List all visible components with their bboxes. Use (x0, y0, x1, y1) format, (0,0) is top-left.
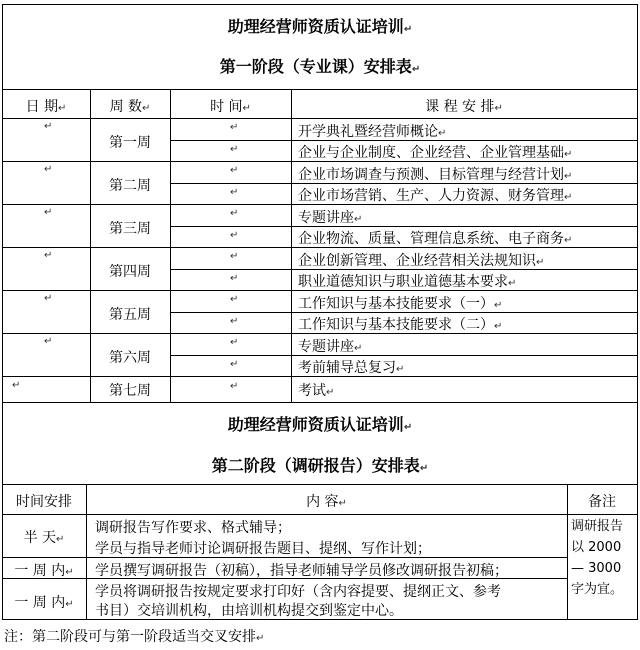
course-item: 专题讲座↵ (298, 210, 363, 226)
border-top (2, 4, 638, 5)
course-item: 企业市场营销、生产、人力资源、财务管理↵ (298, 188, 573, 204)
row-content-line: 学员与指导老师讨论调研报告题目、提纲、写作计划； (95, 541, 431, 557)
time-cell: ↵ (230, 294, 239, 305)
remark-line: — 3000 (571, 561, 622, 576)
row-content-line: 调研报告写作要求、格式辅导； (95, 520, 291, 536)
date-cell: ↵ (44, 250, 53, 261)
date-cell: ↵ (44, 336, 53, 347)
row-content-line: 书目）交培训机构，由培训机构提交到鉴定中心。 (95, 603, 403, 619)
course-item: 考试↵ (298, 383, 335, 399)
time-cell: ↵ (230, 316, 239, 327)
row-content-line: 学员撰写调研报告（初稿），指导老师辅导学员修改调研报告初稿； (95, 563, 508, 579)
course-item: 工作知识与基本技能要求（一）↵ (298, 296, 503, 312)
date-cell: ↵ (12, 380, 21, 391)
course-item: 企业市场调查与预测、目标管理与经营计划↵ (298, 167, 573, 183)
week-label: 第五周 (109, 307, 151, 323)
course-item: 企业创新管理、企业经营相关法规知识↵ (298, 253, 545, 269)
remark-line: 调研报告 (571, 519, 624, 534)
stage2-subtitle: 第二阶段（调研报告）安排表↵ (211, 456, 429, 475)
header-course: 课 程 安 排↵ (425, 99, 503, 115)
date-cell: ↵ (44, 121, 53, 132)
stage1-title: 助理经营师资质认证培训↵ (227, 17, 413, 36)
row-time: 半 天↵ (23, 530, 65, 546)
time-cell: ↵ (230, 144, 239, 155)
row-time: 一 周 内↵ (14, 595, 74, 611)
stage1-bottom (2, 402, 638, 403)
stage2-header-top (2, 484, 638, 485)
week-label: 第一周 (109, 135, 151, 151)
course-item: 专题讲座↵ (298, 339, 363, 355)
course-item: 工作知识与基本技能要求（二）↵ (298, 317, 503, 333)
header-content: 内 容↵ (306, 494, 347, 510)
footnote: 注：第二阶段可与第一阶段适当交叉安排↵ (4, 629, 265, 645)
header-remark: 备注 (588, 494, 616, 510)
time-cell: ↵ (230, 230, 239, 241)
time-cell: ↵ (230, 337, 239, 348)
time-cell: ↵ (230, 251, 239, 262)
stage2-title: 助理经营师资质认证培训↵ (227, 415, 413, 434)
row-content-line: 学员将调研报告按规定要求打印好（含内容提要、提纲正文、参考 (95, 584, 501, 600)
time-cell: ↵ (230, 381, 239, 392)
week-label: 第三周 (109, 221, 151, 237)
week-label: 第四周 (109, 264, 151, 280)
week-label: 第二周 (109, 178, 151, 194)
subrow-divider (170, 226, 638, 227)
week-label: 第六周 (109, 350, 151, 366)
remark-line: 以 2000 (571, 540, 622, 555)
row-time: 一 周 内↵ (14, 563, 74, 579)
time-cell: ↵ (230, 165, 239, 176)
header-date: 日 期↵ (25, 99, 67, 115)
stage2-header-bottom (2, 514, 638, 515)
header-time: 时 间↵ (210, 99, 251, 115)
week-label: 第七周 (109, 383, 151, 399)
date-cell: ↵ (44, 164, 53, 175)
stage1-header-top (2, 89, 638, 90)
course-item: 考前辅导总复习↵ (298, 360, 405, 376)
date-cell: ↵ (44, 293, 53, 304)
time-cell: ↵ (230, 273, 239, 284)
time-cell: ↵ (230, 359, 239, 370)
remark-line: 字为宜。 (571, 582, 624, 597)
stage1-header-bottom (2, 118, 638, 119)
stage1-subtitle: 第一阶段（专业课）安排表↵ (219, 57, 421, 76)
time-cell: ↵ (230, 122, 239, 133)
header-week: 周 数↵ (109, 99, 151, 115)
course-item: 职业道德知识与职业道德基本要求↵ (298, 274, 517, 290)
header-time-arrangement: 时间安排 (16, 494, 72, 510)
time-cell: ↵ (230, 187, 239, 198)
course-item: 开学典礼暨经营师概论↵ (298, 124, 447, 140)
course-item: 企业与企业制度、企业经营、企业管理基础↵ (298, 145, 573, 161)
course-item: 企业物流、质量、管理信息系统、电子商务↵ (298, 231, 573, 247)
date-cell: ↵ (44, 207, 53, 218)
subrow-divider (170, 355, 638, 356)
time-cell: ↵ (230, 208, 239, 219)
